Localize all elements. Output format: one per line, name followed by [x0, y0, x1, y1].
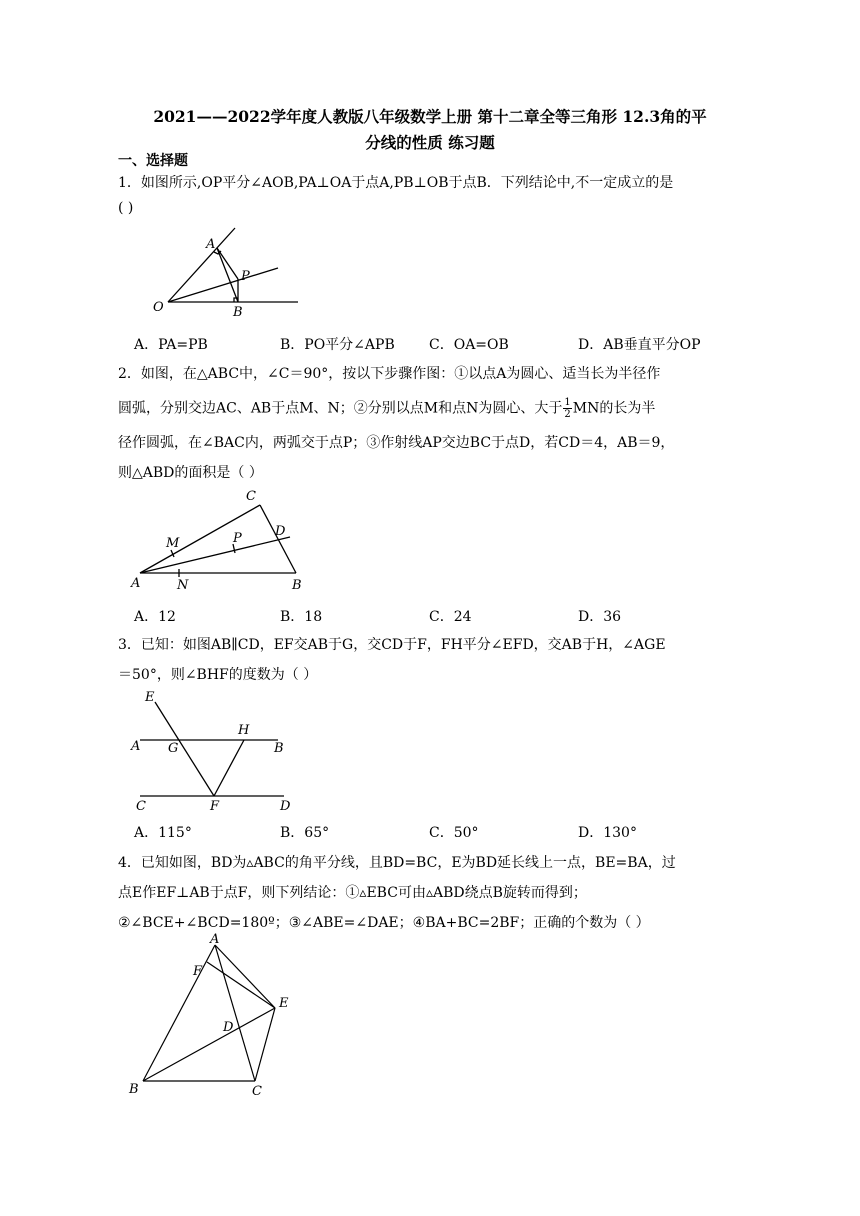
q4-text-line-2: 点E作EF⊥AB于点F，则下列结论：①▵EBC可由▵ABD绕点B旋转而得到； — [118, 885, 587, 901]
q2-label-d: D — [275, 524, 286, 539]
q2-label-n: N — [177, 578, 189, 593]
q4-text-line-3: ②∠BCE+∠BCD=180º；③∠ABE=∠DAE；④BA+BC=2BF；正确的个数为（ ） — [118, 915, 650, 931]
q3-option-a[interactable]: A．115° — [134, 825, 192, 841]
q2-fraction-half — [563, 397, 571, 420]
q2-frac-den: 2 — [564, 409, 571, 420]
q3-option-c[interactable]: C．50° — [429, 825, 479, 841]
q4-label-a: A — [210, 932, 220, 947]
q2-label-b: B — [292, 578, 302, 593]
q2-side-ac — [140, 505, 260, 573]
q2-text-line-3: 径作圆弧，在∠BAC内，两弧交于点P；③作射线AP交边BC于点D，若CD＝4，AB＝9， — [118, 435, 675, 451]
q1-figure — [150, 225, 310, 320]
q1-label-b: B — [233, 305, 243, 320]
section-heading: 一、选择题 — [118, 153, 188, 169]
q3-label-b: B — [274, 741, 284, 756]
q3-text-line-2: ＝50°，则∠BHF的度数为（ ） — [118, 667, 318, 683]
q2-label-p: P — [233, 531, 242, 546]
q3-label-e: E — [145, 690, 155, 705]
q2-label-a: A — [131, 576, 141, 591]
q3-label-h: H — [238, 723, 250, 738]
q2-text-line-2a: 圆弧，分别交边AC、AB于点M、N；②分别以点M和点N为圆心、大于 — [118, 400, 563, 417]
q1-ray-oa — [168, 228, 235, 302]
page-title — [110, 104, 750, 156]
q2-label-c: C — [246, 489, 256, 504]
q4-text-line-1: 4．已知如图，BD为▵ABC的角平分线，且BD=BC，E为BD延长线上一点，BE=BA，过 — [118, 855, 676, 871]
q3-label-f: F — [210, 799, 220, 814]
q4-figure — [125, 933, 300, 1098]
q2-text-line-2 — [118, 397, 655, 420]
q1-label-o: O — [153, 300, 164, 315]
q2-option-c[interactable]: C．24 — [429, 609, 472, 625]
q3-option-b[interactable]: B．65° — [280, 825, 330, 841]
q1-option-a[interactable]: A．PA=PB — [134, 337, 208, 353]
q3-text-line-1: 3．已知：如图AB∥CD，EF交AB于G，交CD于F，FH平分∠EFD，交AB于H，∠AGE — [118, 637, 666, 653]
q3-label-c: C — [136, 799, 146, 814]
q2-text-line-2b: MN的长为半 — [572, 400, 656, 417]
q2-text-line-4: 则△ABD的面积是（ ） — [118, 465, 263, 481]
q3-segment-fh — [214, 740, 244, 796]
q1-label-a: A — [206, 237, 216, 252]
q2-option-a[interactable]: A．12 — [134, 609, 176, 625]
title-line-2: 分线的性质 练习题 — [365, 133, 495, 152]
q1-text-line-2: ( ) — [118, 200, 134, 216]
q1-label-p: P — [241, 269, 250, 284]
q3-figure — [128, 688, 298, 813]
q2-label-m: M — [166, 536, 180, 551]
q3-line-ef — [155, 702, 214, 796]
q4-label-b: B — [129, 1082, 139, 1097]
q4-segment-ce — [255, 1008, 275, 1081]
title-line-1: 2021——2022学年度人教版八年级数学上册 第十二章全等三角形 12.3角的平 — [153, 107, 707, 126]
q2-ray-ap — [140, 537, 290, 573]
q1-option-d[interactable]: D．AB垂直平分OP — [578, 337, 701, 353]
q4-segment-fe — [207, 962, 275, 1008]
q3-label-a: A — [131, 739, 141, 754]
q3-label-g: G — [168, 741, 179, 756]
q1-text-line-1: 1．如图所示,OP平分∠AOB,PA⊥OA于点A,PB⊥OB于点B．下列结论中,不一定成立的是 — [118, 175, 674, 191]
q2-figure — [128, 485, 318, 595]
q3-label-d: D — [280, 799, 291, 814]
q3-option-d[interactable]: D．130° — [578, 825, 637, 841]
q2-option-b[interactable]: B．18 — [280, 609, 323, 625]
q2-frac-num: 1 — [564, 397, 571, 408]
q1-bisector-op — [168, 268, 278, 302]
q1-option-b[interactable]: B．PO平分∠APB — [280, 337, 395, 353]
q4-label-c: C — [252, 1084, 262, 1099]
q4-label-d: D — [223, 1020, 234, 1035]
q2-side-cb — [260, 505, 296, 573]
q4-label-e: E — [279, 996, 289, 1011]
q2-text-line-1: 2．如图，在△ABC中，∠C＝90°，按以下步骤作图：①以点A为圆心、适当长为半径作 — [118, 366, 661, 382]
q1-option-c[interactable]: C．OA=OB — [429, 337, 509, 353]
q2-option-d[interactable]: D．36 — [578, 609, 622, 625]
q4-label-f: F — [193, 964, 203, 979]
